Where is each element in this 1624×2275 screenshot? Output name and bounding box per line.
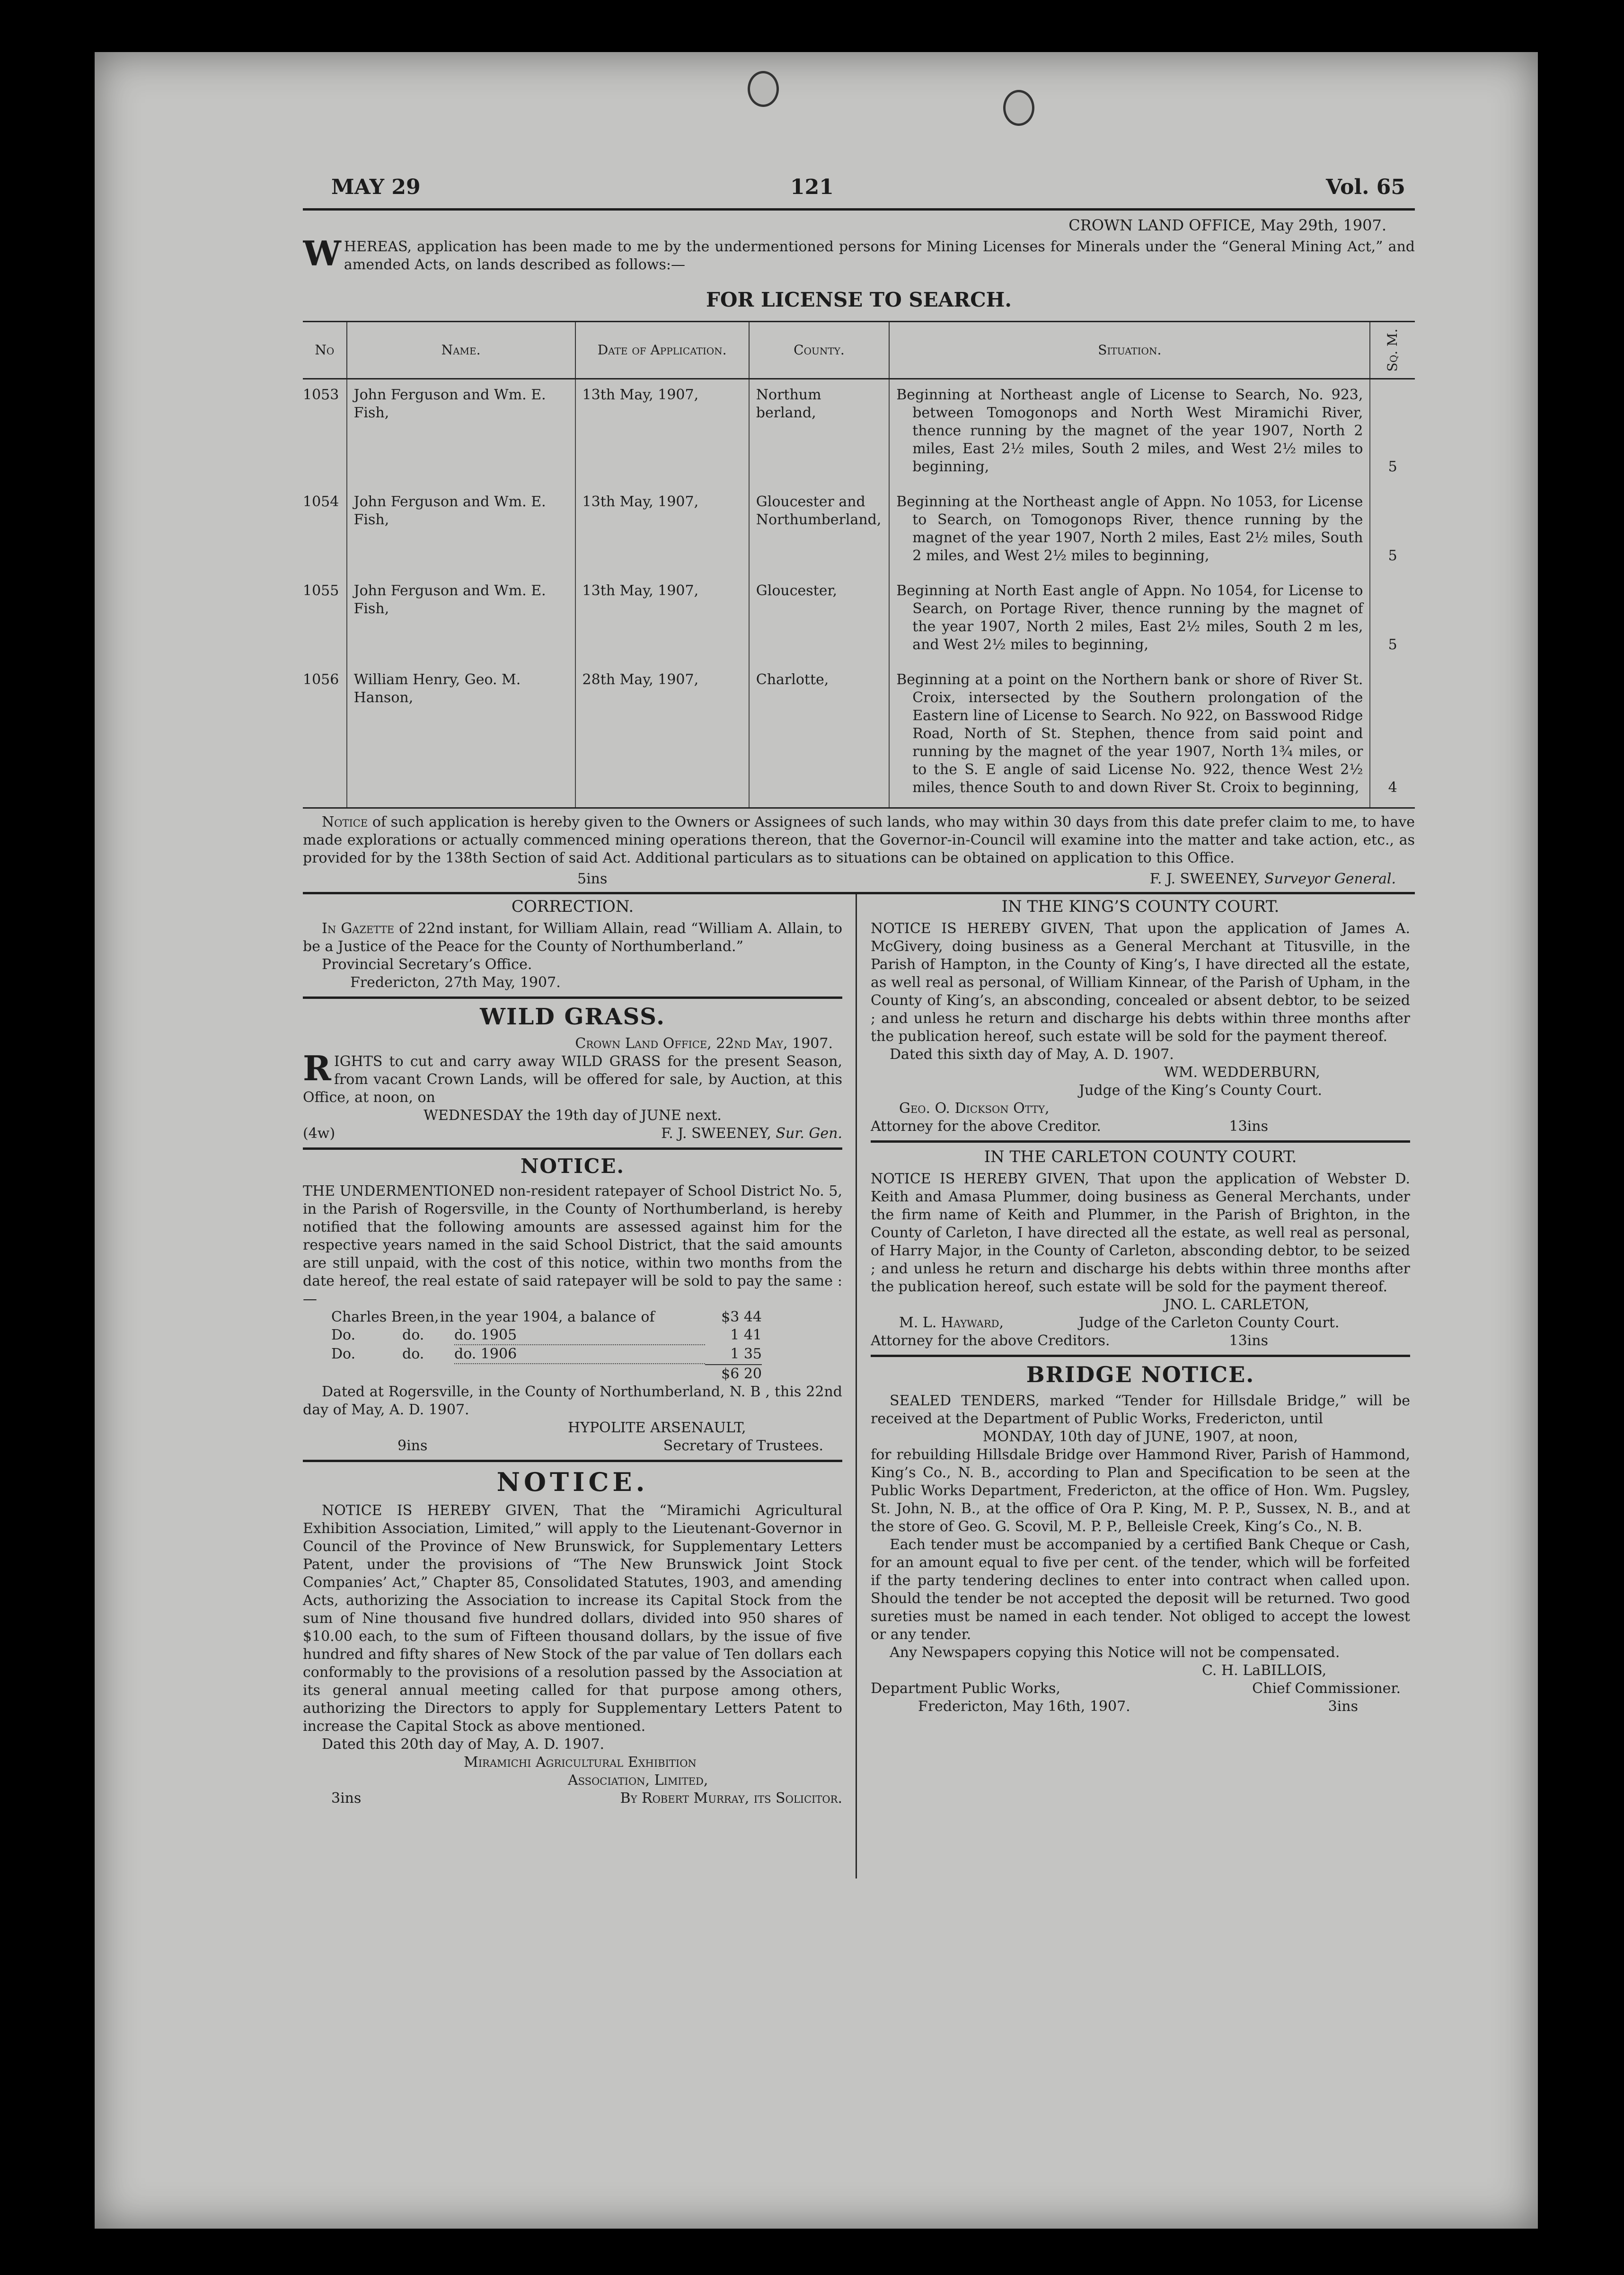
cell-county: Gloucester,	[749, 575, 889, 664]
miramichi-title: NOTICE.	[496, 1467, 649, 1497]
bridge-ins: 3ins	[1328, 1698, 1358, 1715]
miramichi-ins: 3ins	[331, 1790, 362, 1807]
correction-office: Provincial Secretary’s Office.	[322, 956, 532, 973]
page-number: 121	[790, 175, 834, 199]
rogersville-notice	[303, 1155, 842, 1455]
bridge-signature-title: Chief Commissioner.	[1252, 1680, 1401, 1697]
rogersville-signature-title: Secretary of Trustees.	[663, 1437, 823, 1454]
rogersville-title: NOTICE.	[521, 1155, 625, 1178]
carleton-court-notice	[871, 1147, 1410, 1350]
drop-cap: W	[303, 238, 341, 273]
right-column	[871, 894, 1410, 1716]
mining-license-notice	[303, 216, 1415, 888]
miramichi-sig2: Association, Limited,	[568, 1772, 708, 1789]
col-name: Name.	[347, 322, 575, 379]
rogersville-body: THE UNDERMENTIONED non-resident ratepayer of School District No. 5, in the Parish of Rogersville, in the County of Northumberland, is hereby notified that the following amounts are assessed against him for the respective years named in the said School District, that the said amounts are still unpaid, with the cost of this notice, within two months from the date hereof, the real estate of said ratepayer will be sold to pay the same :—	[303, 1183, 842, 1307]
cell-name: John Ferguson and Wm. E. Fish,	[347, 575, 575, 664]
wild-grass-notice	[303, 1004, 842, 1143]
wild-grass-date: WEDNESDAY the 19th day of JUNE next.	[424, 1107, 722, 1124]
table-row	[303, 379, 1415, 487]
cell-situation: Beginning at Northeast angle of License to Search, No. 923, between Tomogonops and North West Miramichi River, thence running by the magnet of the year 1907, North 2 miles, East 2½ miles, South 2 miles, and West 2½ miles to beginning,	[889, 379, 1370, 487]
wild-grass-body: IGHTS to cut and carry away WILD GRASS for the present Season, from vacant Crown Lands, will be offered for sale, by Auction, at this Office, at noon, on	[303, 1053, 842, 1106]
col-sqm-label: Sq. M.	[1385, 328, 1401, 372]
correction-title: CORRECTION.	[511, 897, 634, 916]
cell-county: Charlotte,	[749, 664, 889, 808]
cell-county: Gloucester and Northumberland,	[749, 486, 889, 575]
section-rule	[303, 996, 842, 999]
bridge-body2: for rebuilding Hillsdale Bridge over Hammond River, Parish of Hammond, King’s Co., N. B., according to Plan and Specification to be seen at the Public Works Department, Fredericton, at the office of Hon. Wm. Pugsley, St. John, N. B., at the office of Ora P. King, M. P. P., Sussex, N. B., and at the store of Geo. G. Scovil, M. P. P., Belleisle Creek, King’s Co., N. B.	[871, 1446, 1410, 1535]
notice-lead: Notice	[322, 814, 368, 830]
cell-no: 1055	[303, 582, 339, 599]
ledger-row: Do. do. do. 1906 1 35	[303, 1345, 842, 1364]
cell-sqm: 5	[1370, 575, 1415, 664]
correction-body: In Gazette of 22nd instant, for William Allain, read “William A. Allain, to be a Justice of the Peace for the County of Northumberland.”	[303, 920, 843, 955]
cell-date: 13th May, 1907,	[575, 486, 749, 575]
section-rule	[871, 1140, 1410, 1143]
wild-grass-office: Crown Land Office, 22nd May, 1907.	[575, 1035, 833, 1052]
carleton-court-signature: JNO. L. CARLETON,	[1164, 1296, 1309, 1313]
cell-date: 28th May, 1907,	[575, 664, 749, 808]
kings-court-ins: 13ins	[1229, 1118, 1268, 1135]
cell-sqm: 4	[1370, 664, 1415, 808]
cell-no: 1053	[303, 387, 339, 403]
mining-signature-line	[577, 870, 1396, 888]
wild-grass-ins: (4w)	[303, 1125, 335, 1142]
correction-place: Fredericton, 27th May, 1907.	[350, 974, 561, 991]
kings-court-body: NOTICE IS HEREBY GIVEN, That upon the application of James A. McGivery, doing business as a General Merchant at Titusville, in the Parish of Hampton, in the County of King’s, I have directed all the estate, as well real as personal, of William Kinnear, of the Parish of Upham, in the County of King’s, an absconding, concealed or absent debtor, to be seized ; and unless he return and discharge his debts within three months after the publication hereof, such estate will be sold for the payment thereof.	[871, 920, 1410, 1045]
table-row	[303, 664, 1415, 808]
miramichi-dated: Dated this 20th day of May, A. D. 1907.	[322, 1736, 605, 1753]
miramichi-body: NOTICE IS HEREBY GIVEN, That the “Miramichi Agricultural Exhibition Association, Limited,” will apply to the Lieutenant-Governor in Council of the Province of New Brunswick, for Supplementary Letters Patent, under the provisions of “The New Brunswick Joint Stock Companies’ Act,” Chapter 85, Consolidated Statutes, 1903, and amending Acts, authorizing the Association to increase its Capital Stock from the sum of Nine thousand five hundred dollars, divided into 950 shares of $10.00 each, to the sum of Fifteen thousand dollars, by the issue of five hundred and fifty shares of New Stock of the par value of Ten dollars each conformably to the provisions of a resolution passed by the Association at its general annual meeting called for that purpose among others, authorizing the Directors to apply for Supplementary Letters Patent to increase the Capital Stock as above mentioned.	[303, 1502, 842, 1735]
rogersville-signature: HYPOLITE ARSENAULT,	[568, 1420, 746, 1436]
binding-hole-icon	[748, 71, 779, 107]
cell-date: 13th May, 1907,	[575, 379, 749, 487]
bridge-place: Fredericton, May 16th, 1907.	[918, 1698, 1130, 1715]
cell-no: 1054	[303, 494, 339, 510]
carleton-court-body: NOTICE IS HEREBY GIVEN, That upon the application of Webster D. Keith and Amasa Plummer, doing business as General Merchants, under the firm name of Keith and Plummer, in the Parish of Brighton, in the County of Carleton, I have directed all the estate, as well real as personal, of Harry Major, in the County of Carleton, absconding debtor, to be seized ; and unless he return and discharge his debts within three months after the publication hereof, such estate will be sold for the payment thereof.	[871, 1171, 1410, 1295]
section-rule	[871, 1355, 1410, 1357]
col-county: County.	[749, 322, 889, 379]
mining-signature-title: Surveyor General.	[1264, 871, 1396, 887]
bridge-body1: SEALED TENDERS, marked “Tender for Hillsdale Bridge,” will be received at the Department of Public Works, Fredericton, until	[871, 1393, 1410, 1427]
cell-situation: Beginning at a point on the Northern bank or shore of River St. Croix, intersected by the Southern prolongation of the Eastern line of License to Search. No 922, on Basswood Ridge Road, North of St. Stephen, thence from said point and running by the magnet of the year 1907, North 1¾ miles, or to the S. E angle of said License No. 922, thence West 2½ miles, thence South to and down River St. Croix to beginning,	[889, 664, 1370, 808]
binding-hole-icon	[1003, 90, 1034, 126]
cell-name: John Ferguson and Wm. E. Fish,	[347, 486, 575, 575]
kings-court-signature: WM. WEDDERBURN,	[1164, 1064, 1320, 1081]
office-line: CROWN LAND OFFICE, May 29th, 1907.	[1068, 216, 1386, 234]
cell-sqm: 5	[1370, 486, 1415, 575]
kings-court-notice	[871, 897, 1410, 1136]
wild-grass-signature-line	[303, 1125, 842, 1143]
rogersville-signature-line	[303, 1437, 842, 1455]
section-rule	[303, 1460, 842, 1462]
cell-date: 13th May, 1907,	[575, 575, 749, 664]
license-subtitle: FOR LICENSE TO SEARCH.	[706, 288, 1012, 311]
col-no: No	[303, 322, 347, 379]
wild-grass-title: WILD GRASS.	[480, 1004, 665, 1030]
miramichi-signature-line	[303, 1790, 842, 1808]
cell-county: Northum berland,	[749, 379, 889, 487]
notice-text: of such application is hereby given to the Owners or Assignees of such lands, who may within 30 days from this date prefer claim to me, to have made explorations or actually commenced mining operations thereon, that the Governor-in-Council will examine into the matter and take action, etc., as provided for by the 138th Section of said Act. Additional particulars as to situations can be obtained on application to this Office.	[303, 814, 1415, 866]
table-header-row	[303, 322, 1415, 379]
col-date: Date of Application.	[575, 322, 749, 379]
ledger-total: $6 20	[303, 1364, 842, 1383]
bridge-title: BRIDGE NOTICE.	[1026, 1362, 1255, 1387]
correction-notice	[303, 897, 842, 992]
license-table	[303, 321, 1415, 809]
carleton-court-attorney-line: Attorney for the above Creditors. 13ins	[871, 1332, 1268, 1349]
cell-situation: Beginning at North East angle of Appn. No 1054, for License to Search, on Portage River, thence running by the magnet of the year 1907, North 2 miles, East 2½ miles, South 2 m les, and West 2½ miles to beginning,	[889, 575, 1370, 664]
running-header	[303, 170, 1415, 208]
carleton-court-attorney: M. L. Hayward,	[899, 1314, 1004, 1331]
cell-name: John Ferguson and Wm. E. Fish,	[347, 379, 575, 487]
cell-no: 1056	[303, 664, 347, 808]
kings-court-title: IN THE KING’S COUNTY COURT.	[1001, 897, 1280, 916]
kings-court-dated: Dated this sixth day of May, A. D. 1907.	[890, 1046, 1174, 1063]
mining-ins: 5ins	[577, 871, 608, 887]
wild-grass-paragraph	[303, 1053, 842, 1107]
kings-court-signature-title: Judge of the King’s County Court.	[1079, 1082, 1322, 1099]
cell-situation: Beginning at the Northeast angle of Appn. No 1053, for License to Search, on Tomogonops River, thence running by the magnet of the year 1907, North 2 miles, East 2½ miles, South 2 miles, and West 2½ miles to beginning,	[889, 486, 1370, 575]
ledger-row: Do. do. do. 1905 1 41	[303, 1326, 842, 1345]
bridge-body4: Any Newspapers copying this Notice will not be compensated.	[890, 1644, 1340, 1661]
section-rule	[303, 1147, 842, 1150]
miramichi-sig3: By Robert Murray, its Solicitor.	[620, 1790, 842, 1807]
header-rule	[303, 208, 1415, 211]
table-row	[303, 575, 1415, 664]
left-column	[303, 894, 842, 1808]
carleton-court-signature-title: Judge of the Carleton County Court.	[1079, 1314, 1340, 1331]
column-divider	[856, 894, 857, 1878]
bridge-body3: Each tender must be accompanied by a certified Bank Cheque or Cash, for an amount equal to five per cent. of the tender, which will be forfeited if the party tendering declines to enter into contract when called upon. Should the tender be not accepted the deposit will be returned. Two good sureties must be named in each tender. Not obliged to accept the lowest or any tender.	[871, 1536, 1410, 1643]
mining-signature: F. J. SWEENEY, Surveyor General.	[1149, 871, 1396, 887]
ledger-row: Charles Breen, in the year 1904, a balance of $3 44	[331, 1309, 762, 1325]
carleton-court-ins: 13ins	[1229, 1332, 1268, 1349]
rogersville-dated: Dated at Rogersville, in the County of Northumberland, N. B , this 22nd day of May, A. D. 1907.	[303, 1384, 842, 1418]
kings-court-attorney-line: Attorney for the above Creditor. 13ins	[871, 1118, 1268, 1135]
miramichi-notice	[303, 1467, 842, 1808]
assessment-ledger	[303, 1308, 842, 1383]
mining-notice-paragraph	[303, 813, 1415, 867]
bridge-notice	[871, 1362, 1410, 1716]
page-content	[303, 170, 1415, 1807]
wild-grass-signature: F. J. SWEENEY, Sur. Gen.	[661, 1125, 842, 1142]
rogersville-ins: 9ins	[397, 1437, 428, 1454]
miramichi-sig1: Miramichi Agricultural Exhibition	[464, 1754, 697, 1771]
volume-number: Vol. 65	[1325, 175, 1405, 199]
bridge-dept-line	[871, 1680, 1410, 1698]
header-date: MAY 29	[331, 175, 421, 199]
drop-cap: R	[303, 1053, 331, 1088]
table-row	[303, 486, 1415, 575]
whereas-paragraph	[303, 238, 1415, 274]
bridge-date: MONDAY, 10th day of JUNE, 1907, at noon,	[982, 1428, 1298, 1445]
col-sqm	[1370, 322, 1415, 379]
carleton-court-title: IN THE CARLETON COUNTY COURT.	[984, 1147, 1297, 1166]
kings-court-attorney: Geo. O. Dickson Otty,	[899, 1100, 1050, 1117]
col-situation: Situation.	[889, 322, 1370, 379]
bridge-place-line	[871, 1698, 1410, 1716]
cell-sqm: 5	[1370, 379, 1415, 487]
bridge-signature: C. H. LaBILLOIS,	[1202, 1662, 1327, 1679]
whereas-text: HEREAS, application has been made to me by the undermentioned persons for Mining Licenses for Minerals under the “General Mining Act,” and amended Acts, on lands described as follows:—	[344, 238, 1415, 273]
bridge-dept: Department Public Works,	[871, 1680, 1060, 1697]
cell-name: William Henry, Geo. M. Hanson,	[347, 664, 575, 808]
